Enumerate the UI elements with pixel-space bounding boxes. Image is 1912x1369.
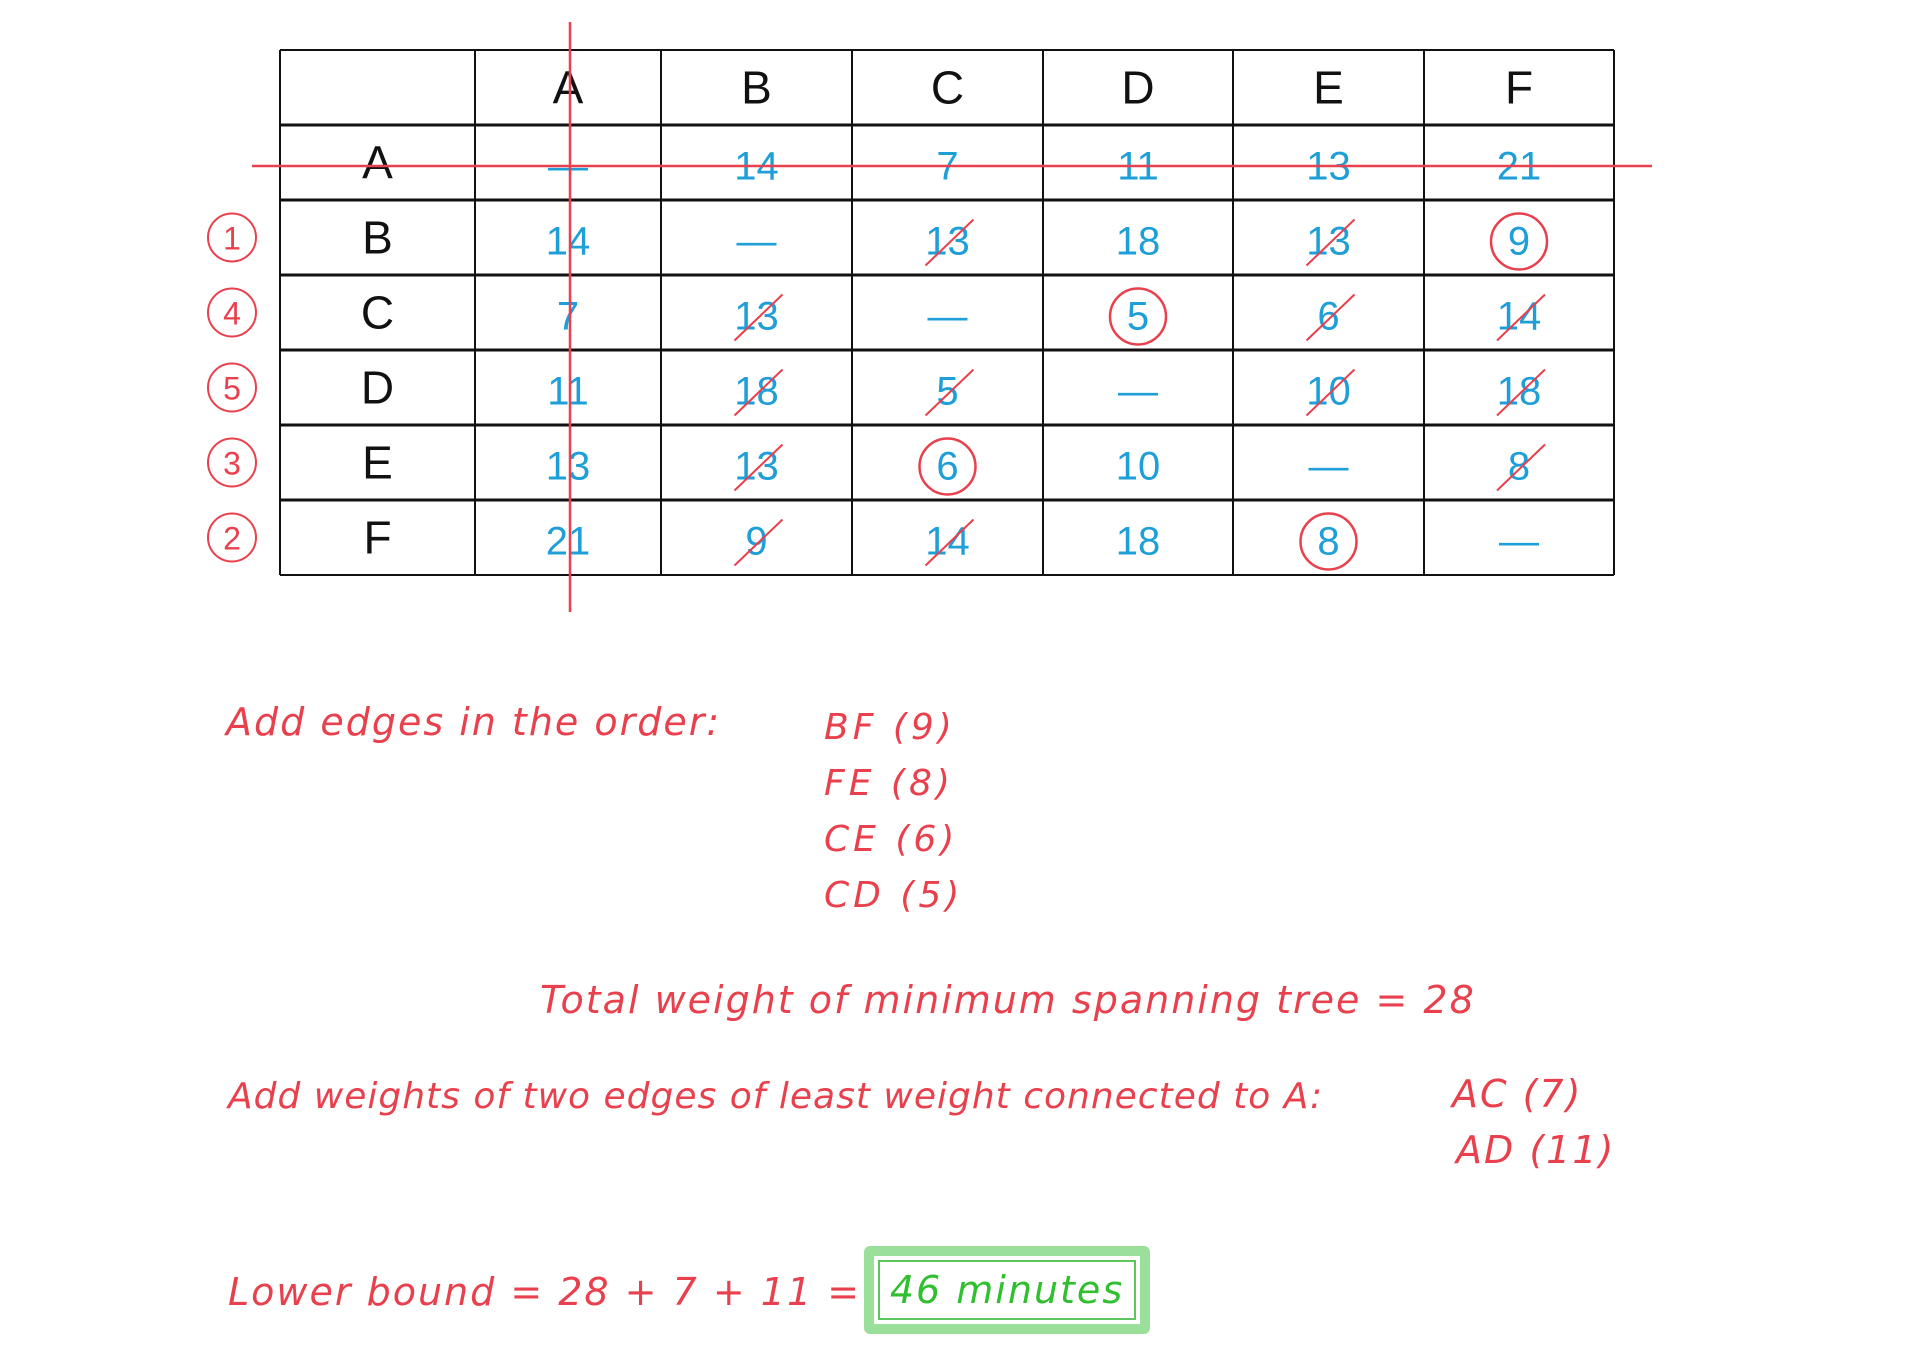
table-cell-value: 18 (734, 369, 779, 414)
column-header: B (741, 61, 772, 114)
table-cell-value: 8 (1317, 519, 1340, 564)
table-cell-value: 10 (1115, 444, 1161, 489)
column-header: A (552, 61, 584, 114)
table-cell-value: — (927, 294, 968, 339)
add-weights-statement: Add weights of two edges of least weight connected to A: (228, 1076, 1324, 1117)
table-cell-value: 14 (734, 144, 779, 189)
table-cell-value: — (1118, 369, 1158, 414)
a-edge-ac: AC (7) (1452, 1072, 1583, 1116)
table-cell-value: 7 (936, 144, 959, 189)
order-number: 1 (223, 220, 241, 257)
table-cell-value: 18 (1496, 369, 1542, 414)
row-header: D (360, 361, 395, 414)
table-cell-value: 9 (745, 519, 768, 564)
table-cell-value: 13 (545, 444, 591, 489)
table-cell-value: 21 (1496, 144, 1542, 189)
table-cell-value: 11 (547, 369, 589, 414)
table-cell-value: 13 (734, 294, 779, 339)
column-header: E (1313, 61, 1344, 114)
order-number: 5 (223, 370, 241, 407)
table-cell-value: 7 (556, 294, 580, 339)
table-cell-value: 11 (1117, 144, 1159, 189)
edge-item: FE (8) (824, 763, 954, 804)
table-cell-value: 13 (925, 219, 970, 264)
column-header: C (930, 61, 965, 114)
table-cell-value: 13 (1306, 219, 1351, 264)
table-cell-value: 13 (1306, 144, 1351, 189)
table-cell-value: 14 (1496, 294, 1542, 339)
table-cell-value: 5 (1126, 294, 1150, 339)
table-cell-value: 8 (1507, 444, 1531, 489)
row-header: B (362, 211, 393, 264)
result-value: 46 minutes (878, 1260, 1136, 1320)
order-number: 4 (223, 295, 241, 332)
row-header: F (363, 511, 392, 564)
row-header: A (362, 136, 393, 189)
table-cell-value: — (548, 144, 588, 189)
row-header: E (362, 436, 393, 489)
add-edges-label: Add edges in the order: (226, 700, 722, 744)
column-header: D (1121, 61, 1155, 114)
result-box (864, 1246, 1150, 1334)
lower-bound-statement: Lower bound = 28 + 7 + 11 = (228, 1270, 862, 1314)
table-cell-value: 14 (545, 219, 591, 264)
table-cell-value: 5 (936, 369, 959, 414)
table-cell-value: 6 (936, 444, 959, 489)
table-cell-value: 14 (925, 519, 970, 564)
column-header: F (1504, 61, 1534, 114)
order-number: 3 (223, 445, 241, 482)
edge-item: CE (6) (824, 819, 959, 860)
total-weight-statement: Total weight of minimum spanning tree = 28 (540, 978, 1476, 1022)
table-cell-value: 6 (1317, 294, 1340, 339)
table-cell-value: 18 (1115, 219, 1161, 264)
table-cell-value: 21 (545, 519, 591, 564)
table-cell-value: 13 (734, 444, 779, 489)
table-cell-value: 9 (1507, 219, 1531, 264)
table-cell-value: 18 (1115, 519, 1161, 564)
row-header: C (360, 286, 395, 339)
edge-order-list (824, 700, 963, 924)
edge-item: CD (5) (824, 875, 964, 916)
table-cell-value: — (736, 219, 777, 264)
table-cell-value: 10 (1306, 369, 1351, 414)
order-number: 2 (223, 520, 241, 557)
a-edge-ad: AD (11) (1456, 1128, 1616, 1172)
table-cell-value: — (1499, 519, 1539, 564)
edge-item: BF (9) (824, 707, 956, 748)
table-cell-value: — (1308, 444, 1349, 489)
